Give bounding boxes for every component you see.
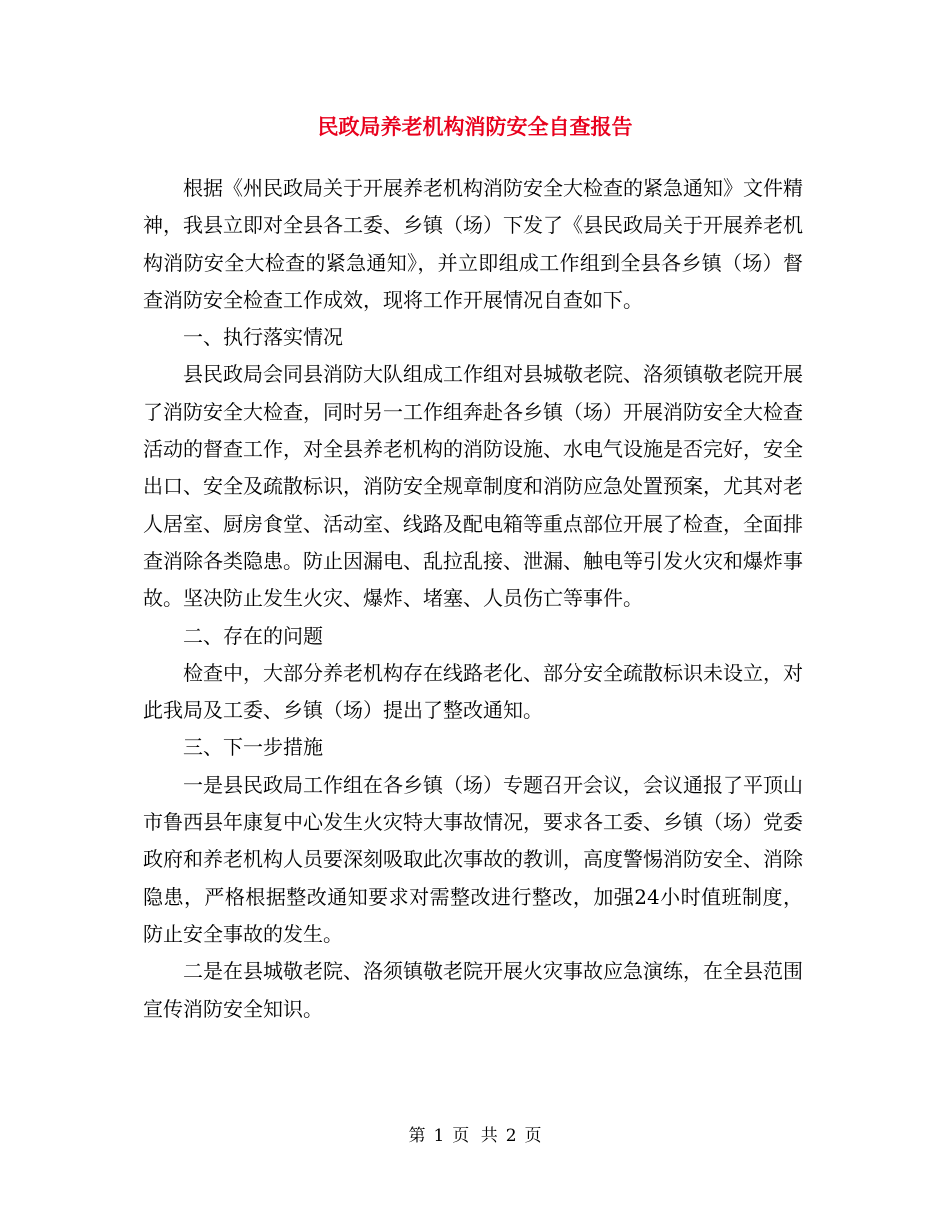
section-3b-paragraph: 二是在县城敬老院、洛须镇敬老院开展火灾事故应急演练，在全县范围宣传消防安全知识。 [143, 959, 803, 1021]
section-heading-2: 二、存在的问题 [183, 623, 323, 648]
footer-current-page: 1 [433, 1126, 445, 1146]
footer-page-prefix: 第 [408, 1126, 426, 1146]
footer-page-mid: 页 共 [452, 1126, 498, 1146]
section-heading-1: 一、执行落实情况 [183, 325, 343, 350]
section-3a-paragraph: 一是县民政局工作组在各乡镇（场）专题召开会议，会议通报了平顶山市鲁西县年康复中心发生火灾特大事故情况，要求各工委、乡镇（场）党委政府和养老机构人员要深刻吸取此次事故的教训，高度警惕消防安全、消除隐患，严格根据整改通知要求对需整改进行整改，加强24小时值班制度，防止安全事故的发生。 [143, 772, 803, 946]
document-body [143, 170, 803, 1028]
section-heading-3: 三、下一步措施 [183, 735, 323, 760]
footer-page-suffix: 页 [524, 1126, 542, 1146]
section-1-paragraph: 县民政局会同县消防大队组成工作组对县城敬老院、洛须镇敬老院开展了消防安全大检查，同时另一工作组奔赴各乡镇（场）开展消防安全大检查活动的督查工作，对全县养老机构的消防设施、水电气设施是否完好，安全出口、安全及疏散标识，消防安全规章制度和消防应急处置预案，尤其对老人居室、厨房食堂、活动室、线路及配电箱等重点部位开展了检查，全面排查消除各类隐患。防止因漏电、乱拉乱接、泄漏、触电等引发火灾和爆炸事故。坚决防止发生火灾、爆炸、堵塞、人员伤亡等事件。 [143, 362, 803, 611]
page-footer [0, 1124, 950, 1148]
document-title: 民政局养老机构消防安全自查报告 [317, 114, 633, 139]
section-2-paragraph: 检查中，大部分养老机构存在线路老化、部分安全疏散标识未设立，对此我局及工委、乡镇（场）提出了整改通知。 [143, 660, 803, 723]
intro-paragraph: 根据《州民政局关于开展养老机构消防安全大检查的紧急通知》文件精神，我县立即对全县各工委、乡镇（场）下发了《县民政局关于开展养老机构消防安全大检查的紧急通知》，并立即组成工作组到全县各乡镇（场）督查消防安全检查工作成效，现将工作开展情况自查如下。 [143, 176, 803, 312]
footer-total-pages: 2 [505, 1126, 517, 1146]
